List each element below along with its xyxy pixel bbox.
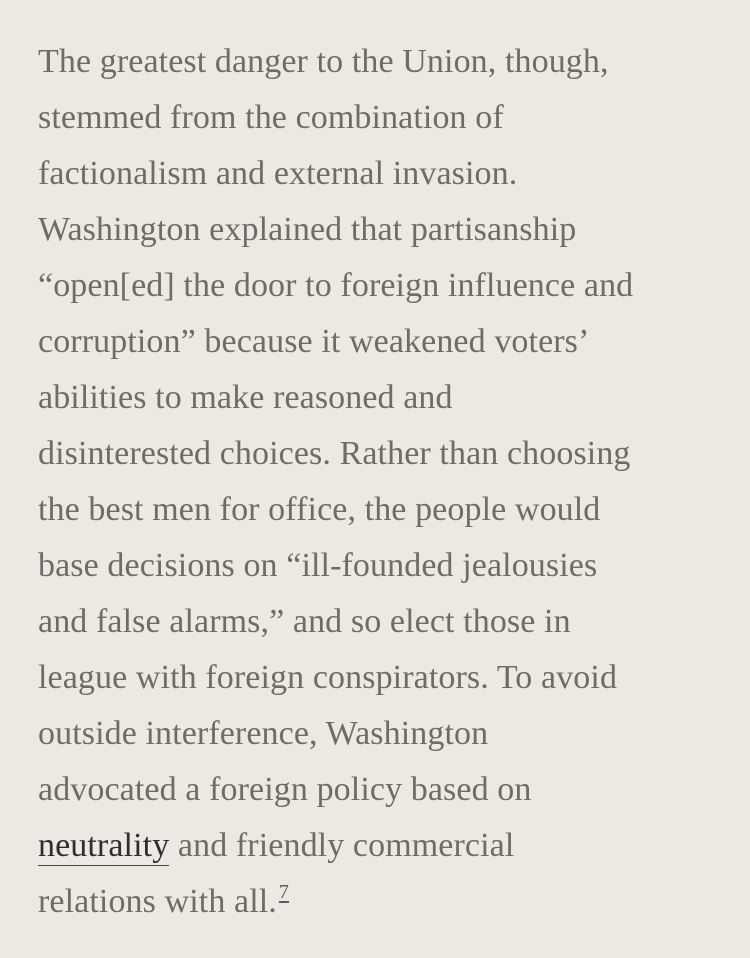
text-line: and false alarms,” and so elect those in (38, 603, 571, 640)
article-body (38, 34, 728, 934)
text-line: disinterested choices. Rather than choosing (38, 435, 631, 472)
text-line: advocated a foreign policy based on (38, 771, 532, 808)
text-line (38, 874, 728, 934)
text-line: Washington explained that partisanship (38, 211, 577, 248)
text-line: league with foreign conspirators. To avoid (38, 659, 618, 696)
text-line: base decisions on “ill-founded jealousies (38, 547, 598, 584)
footnote-link[interactable]: 7 (278, 881, 290, 903)
neutrality-link[interactable]: neutrality (38, 827, 170, 864)
text-line: factionalism and external invasion. (38, 155, 518, 192)
text-line: The greatest danger to the Union, though, (38, 43, 609, 80)
text-line: abilities to make reasoned and (38, 379, 453, 416)
text-line: corruption” because it weakened voters’ (38, 323, 590, 360)
paragraph (38, 34, 728, 934)
text-line-end: relations with all. (38, 883, 277, 920)
text-line: the best men for office, the people would (38, 491, 601, 528)
text-line: “open[ed] the door to foreign influence and (38, 267, 634, 304)
text-line: stemmed from the combination of (38, 99, 504, 136)
text-line (38, 818, 728, 874)
text-line: outside interference, Washington (38, 715, 489, 752)
text-line-rest: and friendly commercial (169, 827, 515, 864)
